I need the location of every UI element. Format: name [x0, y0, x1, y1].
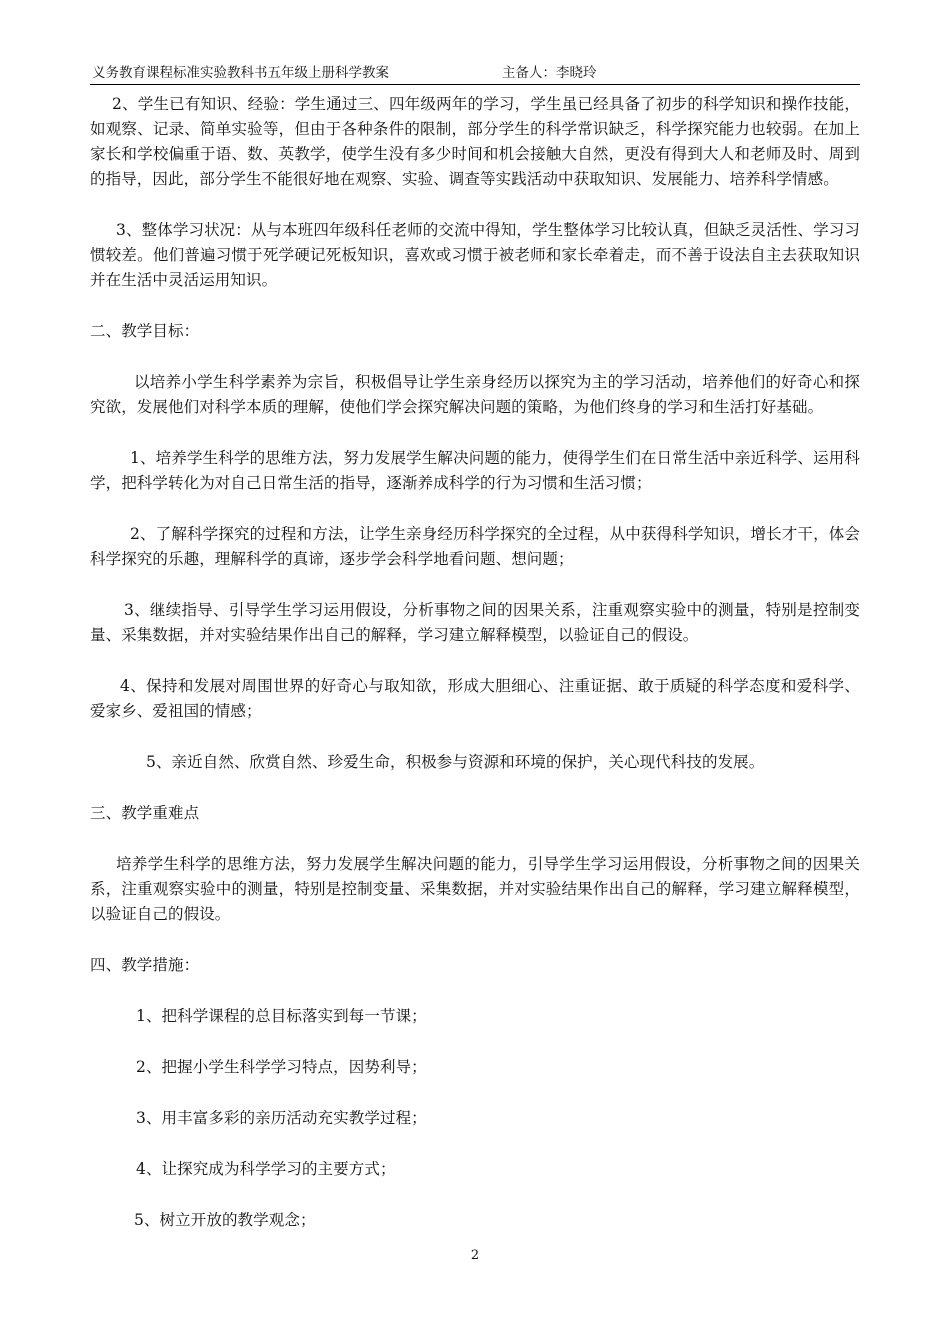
goal-item-3: 3、继续指导、引导学生学习运用假设，分析事物之间的因果关系，注重观察实验中的测量，特别是控制变量、采集数据，并对实验结果作出自己的解释，学习建立解释模型，以验证自己的假设。 [90, 601, 860, 644]
paragraph-learning-status: 3、整体学习状况：从与本班四年级科任老师的交流中得知，学生整体学习比较认真，但缺乏灵活性、学习习惯较差。他们普遍习惯于死学硬记死板知识，喜欢或习惯于被老师和家长牵着走，而不善于设法自主去获取知识并在生活中灵活运用知识。 [90, 221, 860, 289]
goal-item-1: 1、培养学生科学的思维方法，努力发展学生解决问题的能力，使得学生们在日常生活中亲近科学、运用科学，把科学转化为对自己日常生活的指导，逐渐养成科学的行为习惯和生活习惯； [90, 449, 860, 492]
goal-item-5: 5、亲近自然、欣赏自然、珍爱生命，积极参与资源和环境的保护，关心现代科技的发展。 [146, 753, 765, 771]
paragraph-prior-knowledge: 2、学生已有知识、经验：学生通过三、四年级两年的学习，学生虽已经具备了初步的科学知识和操作技能，如观察、记录、简单实验等，但由于各种条件的限制，部分学生的科学常识缺乏，科学探究能力也较弱。在加上家长和学校偏重于语、数、英教学，使学生没有多少时间和机会接触大自然，更没有得到大人和老师及时、周到的指导，因此，部分学生不能很好地在观察、实验、调查等实践活动中获取知识、发展能力、培养科学情感。 [90, 95, 860, 188]
measure-item-5: 5、树立开放的教学观念； [134, 1211, 316, 1229]
header-author: 主备人：李晓玲 [502, 65, 597, 81]
document-body [90, 92, 860, 1233]
section-heading-measures: 四、教学措施： [90, 956, 200, 974]
page-header [90, 64, 860, 85]
header-title: 义务教育课程标准实验教科书五年级上册科学教案 [92, 65, 389, 81]
measure-item-2: 2、把握小学生科学学习特点，因势利导； [136, 1058, 427, 1076]
section-heading-key-points: 三、教学重难点 [90, 804, 200, 822]
page-number: 2 [470, 1248, 480, 1263]
paragraph-key-points: 培养学生科学的思维方法，努力发展学生解决问题的能力，引导学生学习运用假设，分析事物之间的因果关系，注重观察实验中的测量，特别是控制变量、采集数据，并对实验结果作出自己的解释，学习建立解释模型，以验证自己的假设。 [90, 855, 860, 923]
measure-item-3: 3、用丰富多彩的亲历活动充实教学过程； [136, 1109, 427, 1127]
section-heading-goals: 二、教学目标： [90, 322, 200, 340]
goal-item-4: 4、保持和发展对周围世界的好奇心与取知欲，形成大胆细心、注重证据、敢于质疑的科学态度和爱科学、爱家乡、爱祖国的情感； [90, 677, 860, 720]
goal-item-2: 2、了解科学探究的过程和方法，让学生亲身经历科学探究的全过程，从中获得科学知识，增长才干，体会科学探究的乐趣，理解科学的真谛，逐步学会科学地看问题、想问题； [90, 525, 860, 568]
measure-item-1: 1、把科学课程的总目标落实到每一节课； [136, 1007, 427, 1025]
measure-item-4: 4、让探究成为科学学习的主要方式； [136, 1160, 396, 1178]
paragraph-goals-intro: 以培养小学生科学素养为宗旨，积极倡导让学生亲身经历以探究为主的学习活动，培养他们的好奇心和探究欲，发展他们对科学本质的理解，使他们学会探究解决问题的策略，为他们终身的学习和生活打好基础。 [90, 373, 860, 416]
